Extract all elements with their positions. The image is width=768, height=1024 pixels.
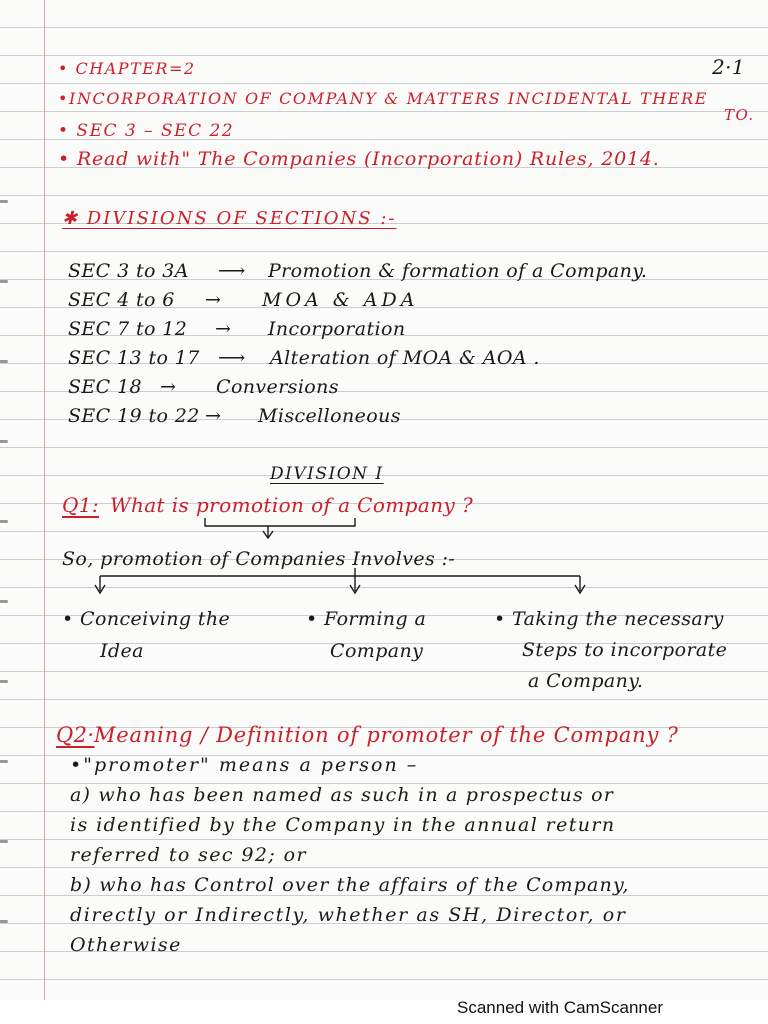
definition-line: •"promoter" means a person – xyxy=(70,754,419,776)
step-incorporate-line1: • Taking the necessary xyxy=(494,608,724,630)
step-forming-line1: • Forming a xyxy=(306,608,427,630)
definition-line: b) who has Control over the affairs of the Company, xyxy=(70,874,630,896)
q1-label: Q1: xyxy=(62,493,100,517)
scanner-watermark: Scanned with CamScanner xyxy=(457,998,664,1017)
definition-line: directly or Indirectly, whether as SH, Director, or xyxy=(70,904,627,926)
page-number: 2·1 xyxy=(712,55,746,79)
division-row-sec: SEC 7 to 12 xyxy=(68,318,188,340)
step-conceive-line2: Idea xyxy=(100,640,144,662)
step-incorporate-line3: a Company. xyxy=(528,670,644,692)
arrow-icon: → xyxy=(205,405,222,427)
division-row-topic: Conversions xyxy=(216,376,339,398)
step-forming-line2: Company xyxy=(330,640,424,662)
section-range: • SEC 3 – SEC 22 xyxy=(58,121,235,141)
definition-line: a) who has been named as such in a prospectus or xyxy=(70,784,615,806)
arrow-icon: → xyxy=(205,289,222,311)
chapter-title-line2: TO. xyxy=(724,106,755,124)
definition-line: referred to sec 92; or xyxy=(70,844,307,866)
chapter-title-line1: •INCORPORATION OF COMPANY & MATTERS INCIDENTAL THERE xyxy=(58,89,709,108)
division-row-sec: SEC 4 to 6 xyxy=(68,289,175,311)
arrow-icon: ⟶ xyxy=(218,347,246,369)
arrow-icon: ⟶ xyxy=(218,260,246,282)
chapter-label: • CHAPTER=2 xyxy=(58,59,196,78)
division-row-topic: Miscelloneous xyxy=(258,405,401,427)
division-one-heading: DIVISION I xyxy=(270,464,384,484)
promotion-involves: So, promotion of Companies Involves :- xyxy=(62,548,456,570)
definition-line: is identified by the Company in the annual return xyxy=(70,814,616,836)
division-row-sec: SEC 13 to 17 xyxy=(68,347,200,369)
arrow-icon: → xyxy=(160,376,177,398)
division-row-sec: SEC 18 xyxy=(68,376,143,398)
q2-label: Q2· xyxy=(56,723,95,747)
read-with-rules: • Read with" The Companies (Incorporation) Rules, 2014. xyxy=(58,148,660,170)
step-incorporate-line2: Steps to incorporate xyxy=(522,639,728,661)
arrow-icon: → xyxy=(215,318,232,340)
division-row-topic: MOA & ADA xyxy=(262,289,419,311)
q2-question: Meaning / Definition of promoter of the Company ? xyxy=(94,723,679,747)
bracket-line xyxy=(205,518,355,526)
division-row-topic: Incorporation xyxy=(268,318,406,340)
divisions-heading: ✱ DIVISIONS OF SECTIONS :- xyxy=(62,208,397,229)
division-row-sec: SEC 19 to 22 xyxy=(68,405,200,427)
definition-line: Otherwise xyxy=(70,934,182,956)
division-row-topic: Promotion & formation of a Company. xyxy=(268,260,648,282)
q1-question: What is promotion of a Company ? xyxy=(110,493,474,517)
division-row-topic: Alteration of MOA & AOA . xyxy=(270,347,540,369)
division-row-sec: SEC 3 to 3A xyxy=(68,260,189,282)
step-conceive-line1: • Conceiving the xyxy=(62,608,231,630)
